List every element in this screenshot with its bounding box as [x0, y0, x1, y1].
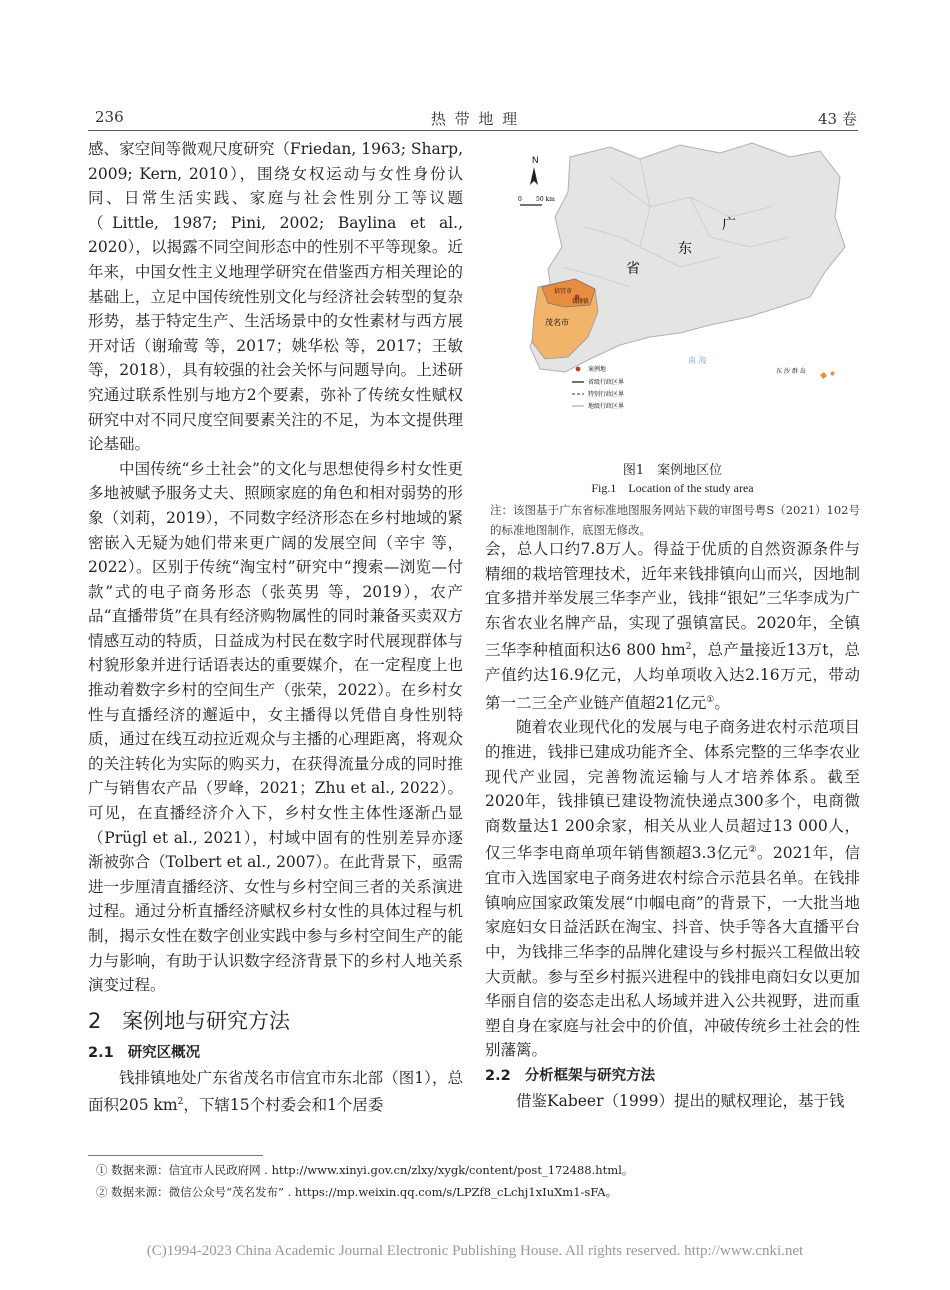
figure-caption-cn: 图1 案例地区位 — [622, 463, 723, 478]
volume-label: 43 卷 — [818, 110, 857, 128]
section-2-1-heading — [88, 1040, 463, 1066]
province-char: 东 — [678, 241, 692, 257]
text-run: ，下辖15个村委会和1个居委 — [183, 1096, 384, 1115]
paragraph: 中国传统“乡土社会”的文化与思想使得乡村女性更多地被赋予服务丈夫、照顾家庭的角色和相对弱势的形象（刘莉，2019），不同数字经济形态在乡村地域的紧密嵌入无疑为她们带来更广阔的发展空间（辛宇 等，2022）。区别于传统“淘宝村”研究中“搜索—浏览—付款”式的电子商务形态（张英男 等，2019），农产品“直播带货”在具有经济购物属性的同时兼备买卖双方情感互动的特质，日益成为村民在数字时代展现群体与村貌形象并进行话语表达的重要媒介，在一定程度上也推动着数字乡村的空间生产（张荣，2022）。在乡村女性与直播经济的邂逅中，女主播得以凭借自身性别特质，通过在线互动拉近观众与主播的心理距离，将观众的关注转化为实际的购买力，在获得流量分成的同时推广与销售农产品（罗峰，2021；Zhu et al., 2022）。可见，在直播经济介入下，乡村女性主体性逐渐凸显（Prügl et al., 2021），村域中固有的性别差异亦逐渐被弥合（Tolbert et al., 2007）。在此背景下，亟需进一步厘清直播经济、女性与乡村空间三者的关系演进过程。通过分析直播经济赋权乡村女性的具体过程与机制，揭示女性在数字创业实践中参与乡村空间生产的能力与影响，有助于认识数字经济背景下的乡村人地关系演变过程。 — [88, 459, 463, 995]
sea-label: 南 海 — [688, 356, 707, 365]
province-char: 广 — [722, 217, 736, 233]
footnote-ref: ① — [706, 694, 715, 705]
xinyi-label: 信宜市 — [554, 288, 573, 295]
footnote-ref: ② — [748, 845, 757, 856]
paragraph — [485, 715, 860, 1062]
copyright-line: (C)1994-2023 China Academic Journal Electronic Publishing House. All rights reserved. http://www.cnki.net — [146, 1243, 804, 1259]
scale-zero: 0 — [518, 196, 522, 203]
paragraph: 借鉴Kabeer（1999）提出的赋权理论，基于钱 — [516, 1091, 845, 1110]
legend-item: 案例地 — [588, 366, 607, 373]
case-study-map — [490, 137, 860, 447]
section-2-2-heading — [485, 1063, 860, 1089]
paragraph — [88, 1066, 463, 1118]
legend-item: 地级行政区界 — [588, 403, 625, 410]
scale-label: 50 km — [536, 196, 555, 203]
section-number: 2.2 — [485, 1067, 511, 1084]
section-title: 分析框架与研究方法 — [524, 1067, 656, 1084]
section-title: 研究区概况 — [127, 1044, 201, 1061]
section-number: 2.1 — [88, 1044, 114, 1061]
text-run: 钱排镇地处广东省茂名市信宜市东北部（图1），总面积205 km — [88, 1068, 463, 1115]
section-title: 案例地与研究方法 — [122, 1008, 291, 1033]
text-run: 随着农业现代化的发展与电子商务进农村示范项目的推进，钱排已建成功能齐全、体系完整的三华李农业现代产业园，完善物流运输与人才培养体系。截至2020年，钱排镇已建设物流快递点300多个，电商微商数量达1 200余家，相关从业人员超过13 000人，仅三华李电商单项年销售额超3.3亿元 — [485, 718, 860, 863]
legend-case-point — [576, 367, 581, 372]
legend-item: 特别行政区界 — [588, 391, 625, 398]
north-arrow-label: N — [532, 155, 539, 165]
right-column — [485, 537, 860, 1114]
province-char: 省 — [626, 261, 640, 277]
text-run: ，总产量接近13万t，总产值约达16.9亿元，人均单项收入达2.16万元，带动第一二三全产业链产值超21亿元 — [485, 641, 861, 712]
superscript: 2 — [685, 642, 692, 653]
left-column — [88, 137, 463, 1118]
paragraph: 感、家空间等微观尺度研究（Friedan, 1963; Sharp, 2009; Kern, 2010），围绕女权运动与女性身份认同、日常生活实践、家庭与社会性别分工等议题（Little, 1987; Pini, 2002; Baylina et al., 2020），以揭露不同空间形态中的性别不平等现象。近年来，中国女性主义地理学研究在借鉴西方相关理论的基础上，立足中国传统性别文化与经济社会转型的复杂形势，基于特定生产、生活场景中的女性素材与西方展开对话（谢瑜莺 等，2017；姚华松 等，2017；王敏 等，2018），具有较强的社会关怀与问题导向。上述研究通过联系性别与地方2个要素，弥补了传统女性赋权研究中对不同尺度空间要素关注的不足，为本文提供理论基础。 — [88, 140, 463, 454]
qianpai-label: 钱排镇 — [572, 299, 589, 305]
footnote-2: ② 数据来源：微信公众号“茂名发布” . https://mp.weixin.qq.com/s/LPZf8_cLchj1xIuXm1-sFA。 — [96, 1185, 618, 1199]
islands-label: 东 沙 群 岛 — [776, 368, 806, 375]
journal-title: 热 带 地 理 — [430, 110, 520, 128]
header-rule — [88, 130, 858, 131]
footnote-1: ① 数据来源：信宜市人民政府网 . http://www.xinyi.gov.cn/zlxy/xygk/content/post_172488.html。 — [96, 1163, 634, 1177]
superscript: 2 — [177, 1097, 184, 1108]
maoming-label: 茂名市 — [545, 318, 569, 327]
text-run: 。 — [714, 693, 730, 712]
figure-note: 注：该图基于广东省标准地图服务网站下载的审图号粤S（2021）102号的标准地图制作，底图无修改。 — [490, 503, 860, 537]
figure-caption-en: Fig.1 Location of the study area — [591, 481, 754, 495]
footnote-rule — [88, 1155, 263, 1156]
page-number: 236 — [95, 108, 124, 126]
paragraph — [485, 537, 860, 715]
text-run: 会，总人口约7.8万人。得益于优质的自然资源条件与精细的栽培管理技术，近年来钱排镇向山而兴，因地制宜多措并举发展三华李产业，钱排“银妃”三华李成为广东省农业名牌产品，实现了强镇富民。2020年，全镇三华李种植面积达6 800 hm — [485, 540, 860, 660]
section-number: 2 — [88, 1008, 102, 1033]
legend-item: 省级行政区界 — [588, 379, 625, 386]
section-2-heading — [88, 1006, 463, 1036]
text-run: 。2021年，信宜市入选国家电子商务进农村综合示范县名单。在钱排镇响应国家政策发展“巾帼电商”的背景下，一大批当地家庭妇女日益活跃在淘宝、抖音、快手等各大直播平台中，为钱排三华李的品牌化建设与乡村振兴工程做出较大贡献。参与至乡村振兴进程中的钱排电商妇女以更加华丽自信的姿态走出私人场域并进入公共视野，进而重塑自身在家庭与社会中的价值，冲破传统乡土社会的性别藩篱。 — [485, 844, 860, 1060]
